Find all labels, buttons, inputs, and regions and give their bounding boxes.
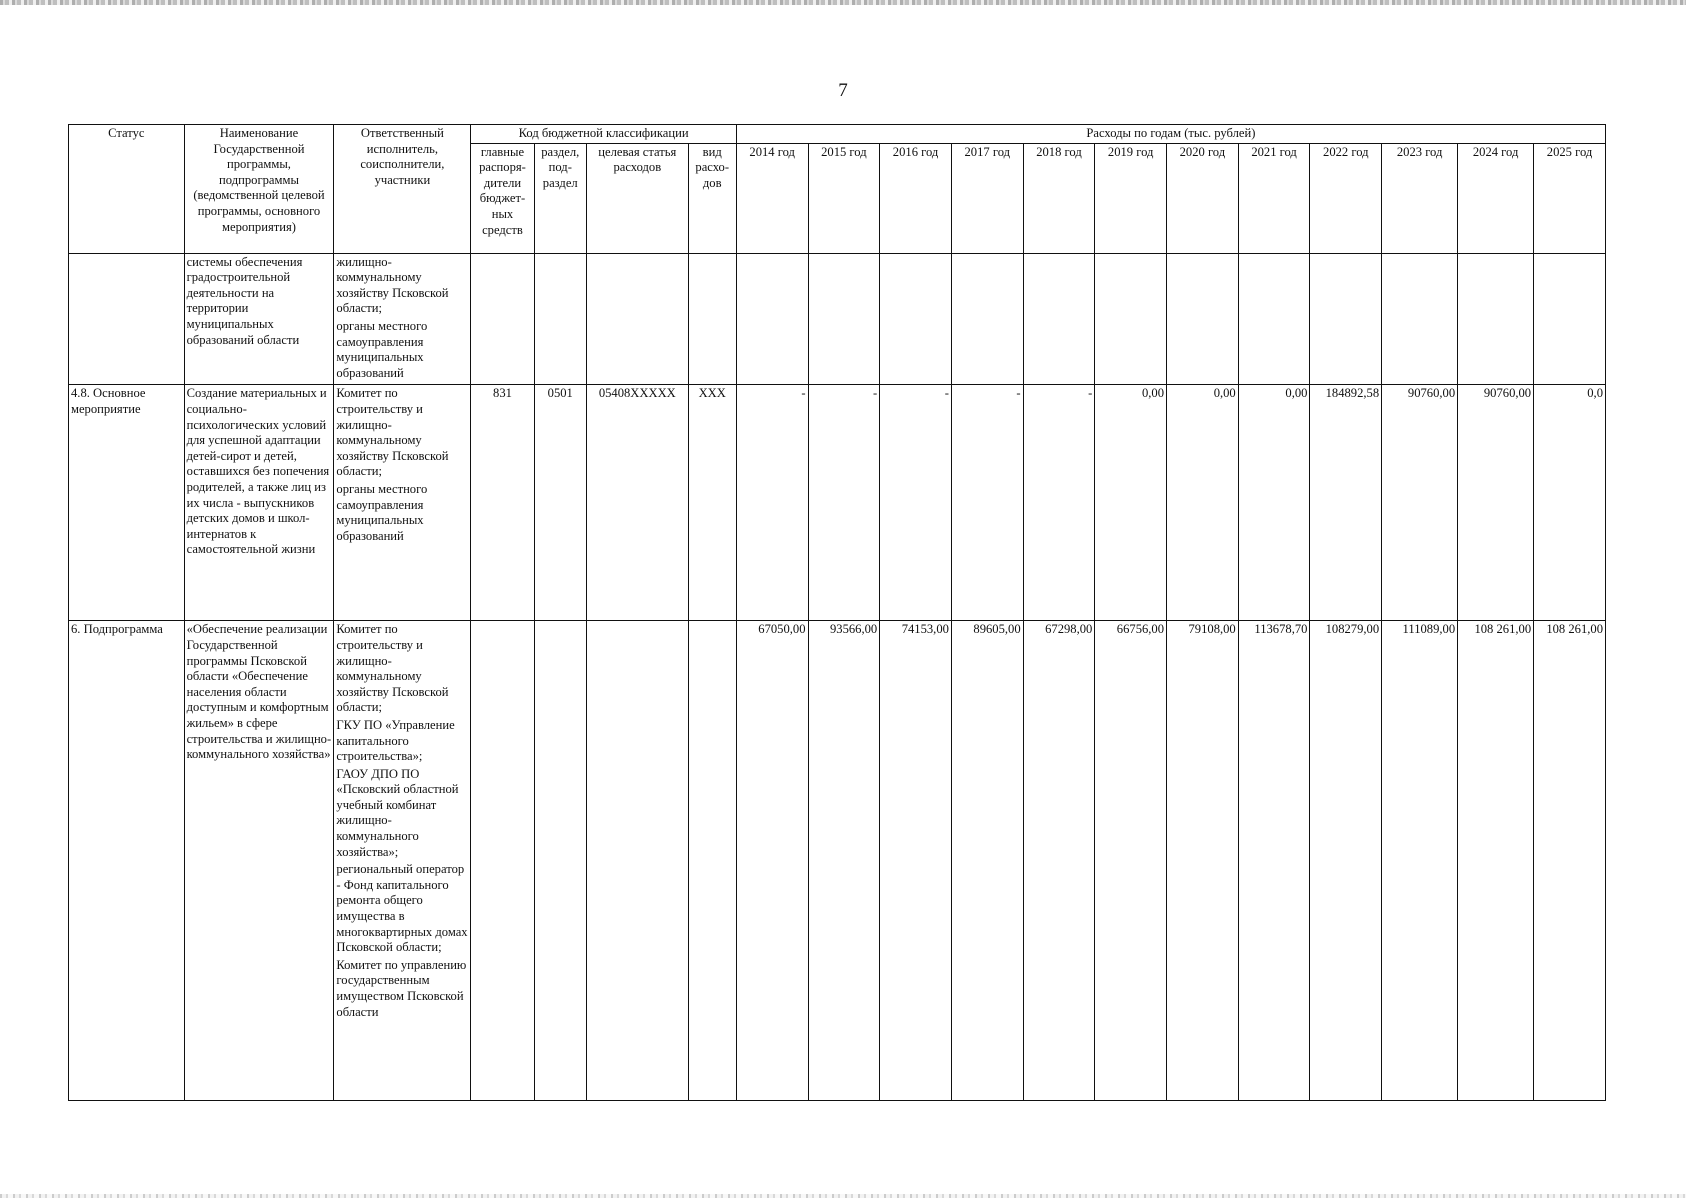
value-cell: 79108,00 [1167, 621, 1239, 1101]
value-cell: 67298,00 [1023, 621, 1095, 1101]
executor-entry: Комитет по строительству и жилищно-коммунальному хозяйству Псковской области; [336, 622, 449, 715]
value-cell [1310, 253, 1382, 385]
value-cell: 89605,00 [951, 621, 1023, 1101]
header-status: Статус [69, 125, 185, 254]
code-cell [471, 253, 534, 385]
value-cell [1458, 253, 1534, 385]
budget-table [68, 124, 1606, 1101]
header-year: 2017 год [951, 143, 1023, 253]
table-row [69, 385, 1606, 621]
page-number: 7 [838, 80, 848, 101]
code-cell [534, 253, 586, 385]
code-cell [586, 253, 688, 385]
value-cell: 108279,00 [1310, 621, 1382, 1101]
value-cell [1167, 253, 1239, 385]
table-row [69, 621, 1606, 1101]
value-cell [808, 253, 880, 385]
header-year: 2018 год [1023, 143, 1095, 253]
code-cell: 831 [471, 385, 534, 621]
value-cell: 66756,00 [1095, 621, 1167, 1101]
header-year: 2023 год [1382, 143, 1458, 253]
executor-entry: Комитет по строительству и жилищно-коммунальному хозяйству Псковской области; [336, 386, 449, 479]
value-cell [880, 253, 952, 385]
value-cell [736, 253, 808, 385]
header-name: Наименование Государственной программы, подпрограммы (ведомственной целевой программы, основного мероприятия) [184, 125, 334, 254]
value-cell: - [736, 385, 808, 621]
value-cell: - [951, 385, 1023, 621]
header-executor: Ответственный исполнитель, соисполнители, участники [334, 125, 471, 254]
value-cell: 90760,00 [1458, 385, 1534, 621]
value-cell [1238, 253, 1310, 385]
code-cell: 05408XXXXX [586, 385, 688, 621]
executor-entry: органы местного самоуправления муниципальных образований [336, 481, 428, 543]
header-year: 2019 год [1095, 143, 1167, 253]
executor-cell [334, 621, 471, 1101]
header-expenses: Расходы по годам (тыс. рублей) [736, 125, 1605, 144]
code-cell [688, 621, 736, 1101]
executor-cell [334, 253, 471, 385]
value-cell [1534, 253, 1606, 385]
value-cell [1095, 253, 1167, 385]
value-cell: 67050,00 [736, 621, 808, 1101]
code-cell [471, 621, 534, 1101]
value-cell: 108 261,00 [1534, 621, 1606, 1101]
value-cell: 0,00 [1167, 385, 1239, 621]
executor-entry: органы местного самоуправления муниципальных образований [336, 318, 428, 380]
value-cell [951, 253, 1023, 385]
executor-entry: региональный оператор - Фонд капитального ремонта общего имущества в многоквартирных домах Псковской области; [336, 862, 468, 955]
code-cell: XXX [688, 385, 736, 621]
value-cell: 184892,58 [1310, 385, 1382, 621]
executor-entry: жилищно-коммунальному хозяйству Псковской области; [336, 254, 449, 316]
value-cell: 108 261,00 [1458, 621, 1534, 1101]
value-cell: - [808, 385, 880, 621]
scan-edge-bottom [0, 1194, 1686, 1198]
executor-entry: ГАОУ ДПО ПО «Псковский областной учебный комбинат жилищно-коммунального хозяйства»; [336, 766, 459, 859]
value-cell: 0,00 [1238, 385, 1310, 621]
scan-edge-top [0, 0, 1686, 5]
header-budget-code: Код бюджетной классификации [471, 125, 736, 144]
value-cell: 111089,00 [1382, 621, 1458, 1101]
header-year: 2021 год [1238, 143, 1310, 253]
value-cell [1382, 253, 1458, 385]
name-cell: Создание материальных и социально-психологических условий для успешной адаптации детей-сирот и детей, оставшихся без попечения родителей, а также лиц из их числа - выпускников детских домов и школ-интернатов к самостоятельной жизни [184, 385, 334, 621]
executor-entry: Комитет по управлению государственным имуществом Псковской области [336, 957, 467, 1019]
value-cell [1023, 253, 1095, 385]
executor-entry: ГКУ ПО «Управление капитального строительства»; [336, 717, 455, 764]
header-year: 2016 год [880, 143, 952, 253]
code-cell [534, 621, 586, 1101]
header-year: 2020 год [1167, 143, 1239, 253]
value-cell: 74153,00 [880, 621, 952, 1101]
table-row [69, 253, 1606, 385]
value-cell: 0,00 [1095, 385, 1167, 621]
header-year: 2022 год [1310, 143, 1382, 253]
header-year: 2015 год [808, 143, 880, 253]
status-cell: 4.8. Основное мероприятие [69, 385, 185, 621]
header-year: 2014 год [736, 143, 808, 253]
status-cell [69, 253, 185, 385]
header-code-col: раздел, под-раздел [534, 143, 586, 253]
header-code-col: вид расхо-дов [688, 143, 736, 253]
header-year: 2024 год [1458, 143, 1534, 253]
header-code-col: целевая статья расходов [586, 143, 688, 253]
value-cell: 0,0 [1534, 385, 1606, 621]
value-cell: - [1023, 385, 1095, 621]
code-cell [688, 253, 736, 385]
value-cell: 93566,00 [808, 621, 880, 1101]
header-year: 2025 год [1534, 143, 1606, 253]
value-cell: 90760,00 [1382, 385, 1458, 621]
value-cell: 113678,70 [1238, 621, 1310, 1101]
header-code-col: главные распоря-дители бюджет-ных средств [471, 143, 534, 253]
name-cell: «Обеспечение реализации Государственной программы Псковской области «Обеспечение населения области доступным и комфортным жильем» в сфере строительства и жилищно-коммунального хозяйства» [184, 621, 334, 1101]
value-cell: - [880, 385, 952, 621]
name-cell: системы обеспечения градостроительной деятельности на территории муниципальных образований области [184, 253, 334, 385]
code-cell [586, 621, 688, 1101]
status-cell: 6. Подпрограмма [69, 621, 185, 1101]
code-cell: 0501 [534, 385, 586, 621]
executor-cell [334, 385, 471, 621]
